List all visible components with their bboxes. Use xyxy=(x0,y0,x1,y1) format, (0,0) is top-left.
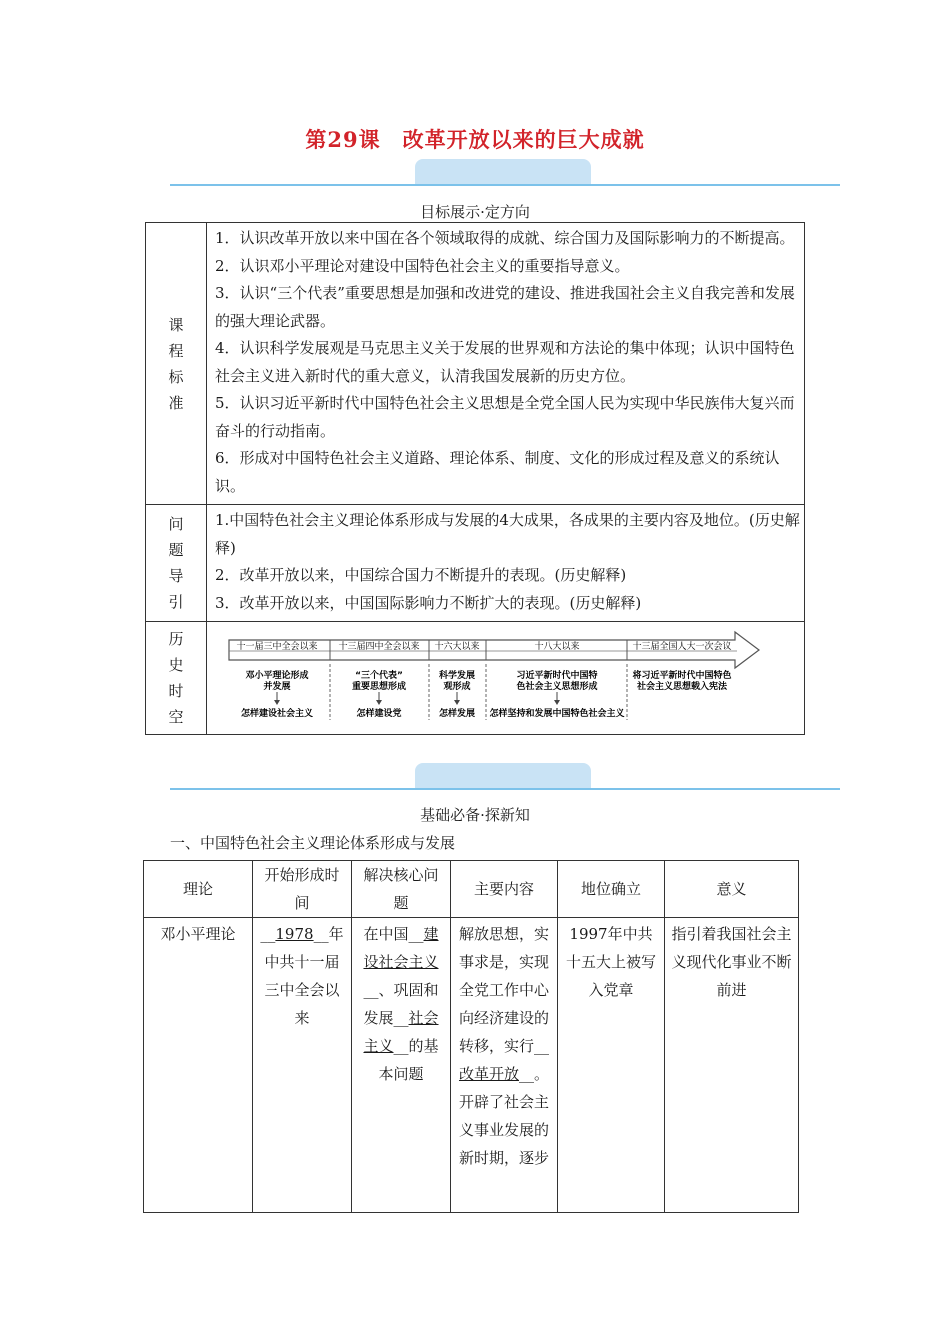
question-item: 1.中国特色社会主义理论体系形成与发展的4大成果，各成果的主要内容及地位。(历史解释) xyxy=(215,511,800,557)
standard-item: 6．形成对中国特色社会主义道路、理论体系、制度、文化的形成过程及意义的系统认识。 xyxy=(215,449,780,495)
theory-label: 并发展 xyxy=(263,682,291,692)
theory-label: 色社会主义思想形成 xyxy=(516,682,598,692)
course-standards-list xyxy=(207,223,805,505)
cell-main-content: 解放思想，实事求是，实现全党工作中心向经济建设的转移，实行__改革开放__。开辟了社会主义事业发展的新时期，逐步 xyxy=(451,918,558,1213)
standard-item: 4．认识科学发展观是马克思主义关于发展的世界观和方法论的集中体现；认识中国特色社会主义进入新时代的重大意义，认清我国发展新的历史方位。 xyxy=(215,339,795,385)
timeline-label-text: 历史时空 xyxy=(168,630,184,726)
theory-label: “三个代表” xyxy=(355,671,403,681)
theory-label: 邓小平理论形成 xyxy=(245,671,309,681)
cell-start-time: __1978__年中共十一届三中全会以来 xyxy=(253,918,352,1213)
header-cell: 地位确立 xyxy=(558,861,665,918)
question-label: 怎样坚持和发展中国特色社会主义 xyxy=(489,709,625,719)
core-text: 在中国 xyxy=(363,925,409,943)
cell-significance: 指引着我国社会主义现代化事业不断前进 xyxy=(665,918,799,1213)
goals-table xyxy=(145,222,805,735)
question-label: 怎样建设党 xyxy=(356,709,402,719)
standard-item: 3．认识“三个代表”重要思想是加强和改进党的建设、推进我国社会主义自我完善和发展的强大理论武器。 xyxy=(215,284,795,330)
period-label: 十三届四中全会以来 xyxy=(338,642,420,652)
table-header-row xyxy=(144,861,799,918)
header-cell: 解决核心问题 xyxy=(352,861,451,918)
course-standards-label-text: 课程标准 xyxy=(168,315,184,412)
start-rest: 年中共十一届三中全会以来 xyxy=(264,925,344,1027)
blank-answer: 改革开放 xyxy=(458,1065,519,1083)
cell-theory: 邓小平理论 xyxy=(144,918,253,1213)
timeline-diagram xyxy=(227,628,787,728)
period-label: 十一届三中全会以来 xyxy=(236,642,318,652)
question-label: 怎样建设社会主义 xyxy=(240,709,314,719)
content-text: 。开辟了社会主义事业发展的新时期，逐步 xyxy=(458,1065,550,1167)
cell-core-problem: 在中国__建设社会主义__、巩固和发展__社会主义__的基本问题 xyxy=(352,918,451,1213)
theory-label: 科学发展 xyxy=(438,671,476,681)
standard-item: 5．认识习近平新时代中国特色社会主义思想是全党全国人民为实现中华民族伟大复兴而奋斗的行动指南。 xyxy=(215,394,795,440)
core-text: 的基本问题 xyxy=(378,1037,439,1083)
guiding-questions-label xyxy=(146,505,207,622)
section-heading-goals: 目标展示·定方向 xyxy=(420,203,530,221)
page-title: 第29课 改革开放以来的巨大成就 xyxy=(305,127,645,152)
blank-answer: 1978 xyxy=(275,925,314,943)
header-cell: 主要内容 xyxy=(451,861,558,918)
theory-label: 习近平新时代中国特 xyxy=(516,671,598,681)
blank-answer: 社会主义 xyxy=(363,1009,439,1055)
timeline-label xyxy=(146,622,207,735)
subsection-heading: 一、中国特色社会主义理论体系形成与发展 xyxy=(170,834,456,852)
period-label: 十六大以来 xyxy=(434,642,480,652)
standard-item: 2．认识邓小平理论对建设中国特色社会主义的重要指导意义。 xyxy=(215,256,630,275)
theory-label: 重要思想形成 xyxy=(351,682,407,692)
course-standards-label xyxy=(146,223,207,505)
theory-label: 社会主义思想载入宪法 xyxy=(636,682,728,692)
cell-status: 1997年中共十五大上被写入党章 xyxy=(558,918,665,1213)
content-text: 解放思想，实事求是，实现全党工作中心向经济建设的转移，实行 xyxy=(458,925,549,1055)
question-item: 2．改革开放以来，中国综合国力不断提升的表现。(历史解释) xyxy=(215,566,627,584)
question-label: 怎样发展 xyxy=(438,709,476,719)
standard-item: 1．认识改革开放以来中国在各个领域取得的成就、综合国力及国际影响力的不断提高。 xyxy=(215,229,795,247)
guiding-questions-label-text: 问题导引 xyxy=(168,515,184,611)
question-item: 3．改革开放以来，中国国际影响力不断扩大的表现。(历史解释) xyxy=(215,593,642,612)
timeline-cell xyxy=(207,622,805,735)
section-banner xyxy=(170,763,840,791)
period-label: 十八大以来 xyxy=(534,642,580,652)
theory-label: 观形成 xyxy=(443,682,471,692)
theory-label: 将习近平新时代中国特色 xyxy=(632,671,732,681)
core-text: 、巩固和发展 xyxy=(363,981,439,1027)
table-row xyxy=(144,918,799,1213)
header-cell: 理论 xyxy=(144,861,253,918)
header-cell: 开始形成时间 xyxy=(253,861,352,918)
section-banner xyxy=(170,159,840,187)
theory-table xyxy=(143,860,799,1213)
period-label: 十三届全国人大一次会议 xyxy=(632,642,732,652)
section-heading-basics: 基础必备·探新知 xyxy=(420,806,530,824)
header-cell: 意义 xyxy=(665,861,799,918)
guiding-questions-list xyxy=(207,505,805,622)
blank-answer: 建设社会主义 xyxy=(363,925,439,971)
